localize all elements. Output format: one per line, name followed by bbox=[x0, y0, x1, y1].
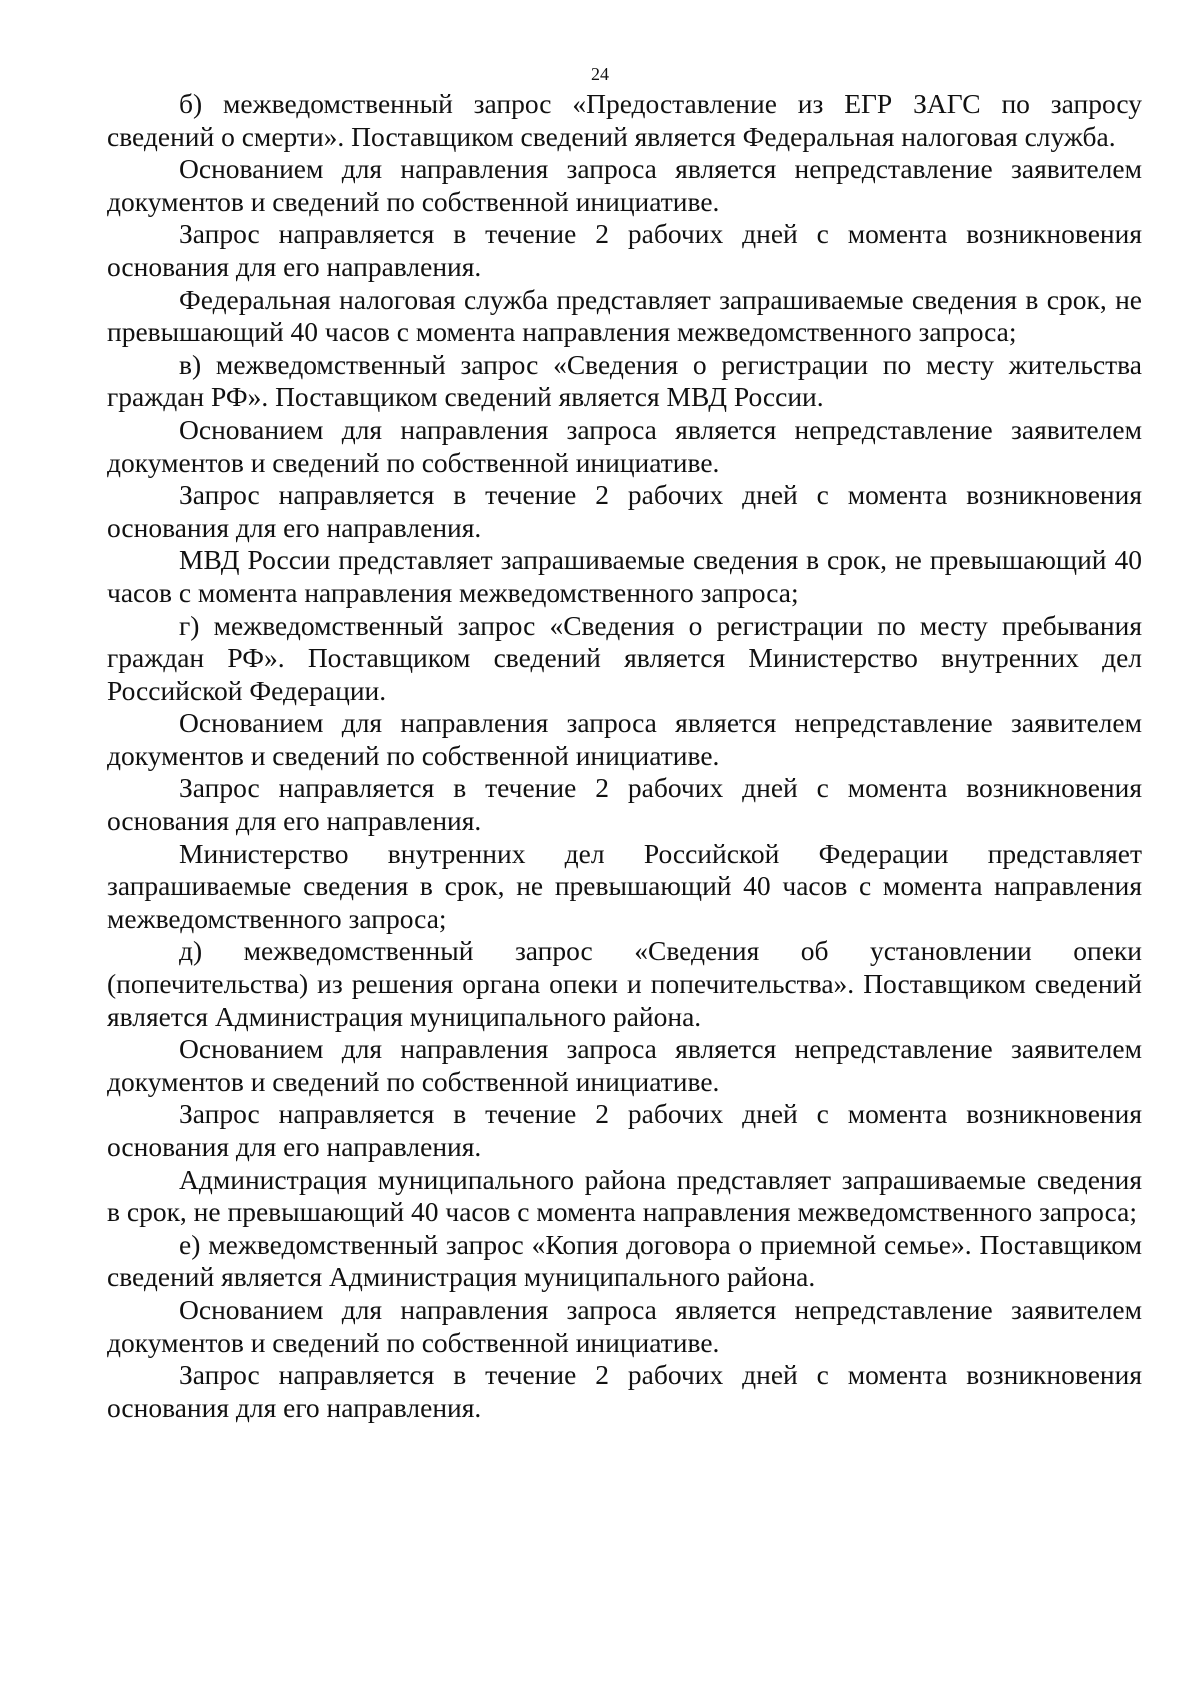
paragraph-basis: Основанием для направления запроса является непредставление заявителем документов и сведений по собственной инициативе. bbox=[107, 1033, 1142, 1097]
paragraph-b-request-death-info: б) межведомственный запрос «Предоставление из ЕГР ЗАГС по запросу сведений о смерти». Поставщиком сведений является Федеральная налоговая служба. bbox=[107, 88, 1142, 152]
paragraph-request-timing: Запрос направляется в течение 2 рабочих дней с момента возникновения основания для его направления. bbox=[107, 218, 1142, 282]
page-number: 24 bbox=[591, 64, 609, 84]
paragraph-response-deadline: Федеральная налоговая служба представляет запрашиваемые сведения в срок, не превышающий 40 часов с момента направления межведомственного запроса; bbox=[107, 283, 1142, 348]
paragraph-response-deadline: Администрация муниципального района представляет запрашиваемые сведения в срок, не превышающий 40 часов с момента направления межведомственного запроса; bbox=[107, 1163, 1142, 1228]
paragraph-basis: Основанием для направления запроса является непредставление заявителем документов и сведений по собственной инициативе. bbox=[107, 413, 1142, 478]
paragraph-d-request-guardianship: д) межведомственный запрос «Сведения об установлении опеки (попечительства) из решения органа опеки и попечительства». Поставщиком сведений является Администрация муниципального района. bbox=[107, 935, 1142, 1032]
paragraph-e-request-foster-contract: е) межведомственный запрос «Копия договора о приемной семье». Поставщиком сведений является Администрация муниципального района. bbox=[107, 1228, 1142, 1293]
paragraph-basis: Основанием для направления запроса является непредставление заявителем документов и сведений по собственной инициативе. bbox=[107, 1293, 1142, 1358]
document-body bbox=[107, 88, 1142, 1424]
paragraph-response-deadline: Министерство внутренних дел Российской Федерации представляет запрашиваемые сведения в срок, не превышающий 40 часов с момента направления межведомственного запроса; bbox=[107, 837, 1142, 934]
paragraph-request-timing: Запрос направляется в течение 2 рабочих дней с момента возникновения основания для его направления. bbox=[107, 479, 1142, 543]
paragraph-basis: Основанием для направления запроса является непредставление заявителем документов и сведений по собственной инициативе. bbox=[107, 707, 1142, 771]
paragraph-request-timing: Запрос направляется в течение 2 рабочих дней с момента возникновения основания для его направления. bbox=[107, 772, 1142, 837]
paragraph-response-deadline: МВД России представляет запрашиваемые сведения в срок, не превышающий 40 часов с момента направления межведомственного запроса; bbox=[107, 544, 1142, 608]
paragraph-basis: Основанием для направления запроса является непредставление заявителем документов и сведений по собственной инициативе. bbox=[107, 153, 1142, 217]
paragraph-g-request-stay-registration: г) межведомственный запрос «Сведения о регистрации по месту пребывания граждан РФ». Поставщиком сведений является Министерство внутренних дел Российской Федерации. bbox=[107, 609, 1142, 706]
paragraph-request-timing: Запрос направляется в течение 2 рабочих дней с момента возникновения основания для его направления. bbox=[107, 1359, 1142, 1423]
paragraph-request-timing: Запрос направляется в течение 2 рабочих дней с момента возникновения основания для его направления. bbox=[107, 1098, 1142, 1162]
paragraph-v-request-residence-registration: в) межведомственный запрос «Сведения о регистрации по месту жительства граждан РФ». Поставщиком сведений является МВД России. bbox=[107, 348, 1142, 413]
